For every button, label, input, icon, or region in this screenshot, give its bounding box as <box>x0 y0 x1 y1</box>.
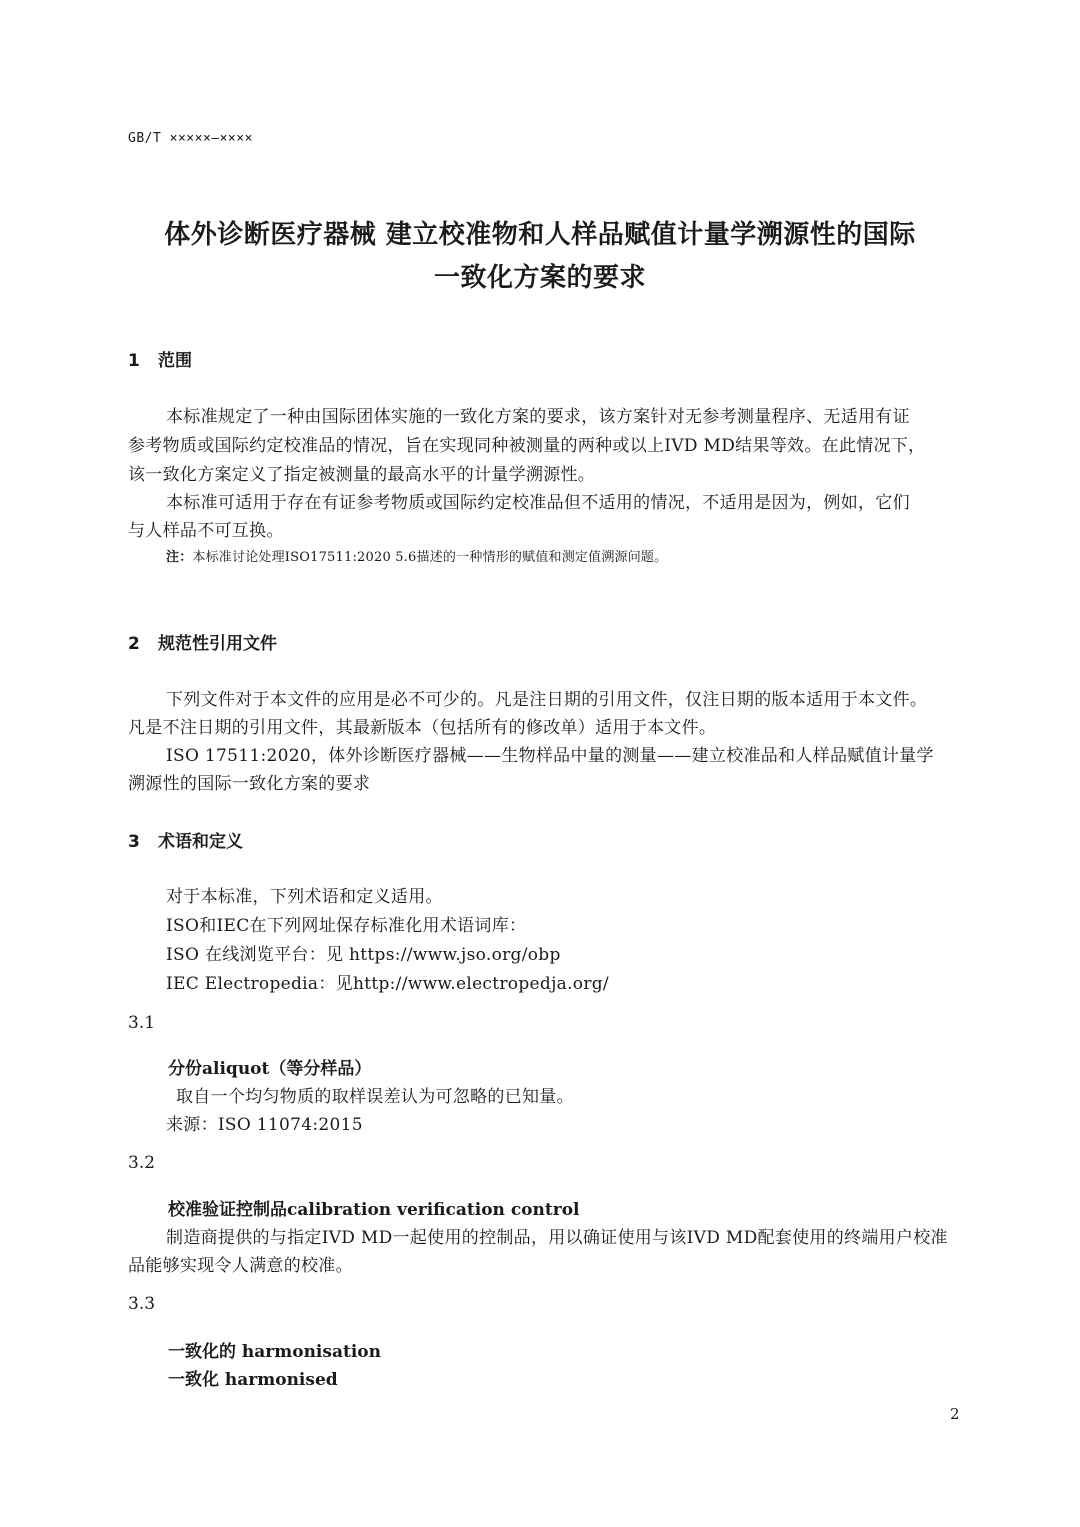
note-text: 本标准讨论处理ISO17511:2020 5.6描述的一种情形的赋值和测定值溯源问题。 <box>192 550 668 565</box>
term-3-1-definition: 取自一个均匀物质的取样误差认为可忽略的已知量。 <box>176 1087 574 1107</box>
section-title: 术语和定义 <box>158 832 243 852</box>
paragraph-line: 参考物质或国际约定校准品的情况，旨在实现同种被测量的两种或以上IVD MD结果等效。在此情况下， <box>128 436 926 456</box>
paragraph-line: 与人样品不可互换。 <box>128 521 284 541</box>
section-number: 2 <box>128 634 140 654</box>
term-3-3-name-1: 一致化的 harmonisation <box>168 1342 381 1362</box>
paragraph-line: 溯源性的国际一致化方案的要求 <box>128 774 371 794</box>
iso-obp-link-line: ISO 在线浏览平台：见 https://www.jso.org/obp <box>166 945 561 965</box>
paragraph-line: 该一致化方案定义了指定被测量的最高水平的计量学溯源性。 <box>128 465 596 485</box>
note-label: 注： <box>166 550 193 565</box>
paragraph-line: 凡是不注日期的引用文件，其最新版本（包括所有的修改单）适用于本文件。 <box>128 718 717 738</box>
document-title-line-1: 体外诊断医疗器械 建立校准物和人样品赋值计量学溯源性的国际 <box>164 220 916 250</box>
term-3-2-definition-line: 制造商提供的与指定IVD MD一起使用的控制品，用以确证使用与该IVD MD配套使用的终端用户校准 <box>166 1228 948 1248</box>
section-2-heading <box>128 629 277 654</box>
paragraph-line: 对于本标准，下列术语和定义适用。 <box>166 887 443 907</box>
term-3-2-definition-line: 品能够实现令人满意的校准。 <box>128 1256 353 1276</box>
section-3-heading <box>128 827 243 852</box>
iec-electropedia-link-line: IEC Electropedia：见http://www.electropedja.org/ <box>166 974 609 994</box>
paragraph-line: ISO和IEC在下列网址保存标准化用术语词库： <box>166 916 527 936</box>
term-3-3-name-2: 一致化 harmonised <box>168 1370 338 1390</box>
document-title-line-2: 一致化方案的要求 <box>433 263 646 293</box>
term-3-1-source: 来源：ISO 11074:2015 <box>166 1115 363 1135</box>
term-number-3-3: 3.3 <box>128 1294 156 1314</box>
section-number: 1 <box>128 351 140 371</box>
standard-code-header: GB/T ×××××—×××× <box>128 131 253 146</box>
paragraph-line: 本标准规定了一种由国际团体实施的一致化方案的要求，该方案针对无参考测量程序、无适用有证 <box>166 407 910 427</box>
paragraph-line: ISO 17511:2020，体外诊断医疗器械——生物样品中量的测量——建立校准品和人样品赋值计量学 <box>166 746 934 766</box>
term-number-3-2: 3.2 <box>128 1153 156 1173</box>
section-title: 规范性引用文件 <box>158 634 277 654</box>
section-number: 3 <box>128 832 140 852</box>
term-number-3-1: 3.1 <box>128 1013 156 1033</box>
note <box>166 546 667 565</box>
term-3-2-name: 校准验证控制品calibration verification control <box>168 1200 580 1220</box>
paragraph-line: 下列文件对于本文件的应用是必不可少的。凡是注日期的引用文件，仅注日期的版本适用于本文件。 <box>166 690 928 710</box>
page-number: 2 <box>950 1405 960 1423</box>
paragraph-line: 本标准可适用于存在有证参考物质或国际约定校准品但不适用的情况，不适用是因为，例如，它们 <box>166 493 910 513</box>
section-title: 范围 <box>158 351 192 371</box>
term-3-1-name: 分份aliquot（等分样品） <box>168 1059 372 1079</box>
section-1-heading <box>128 346 192 371</box>
